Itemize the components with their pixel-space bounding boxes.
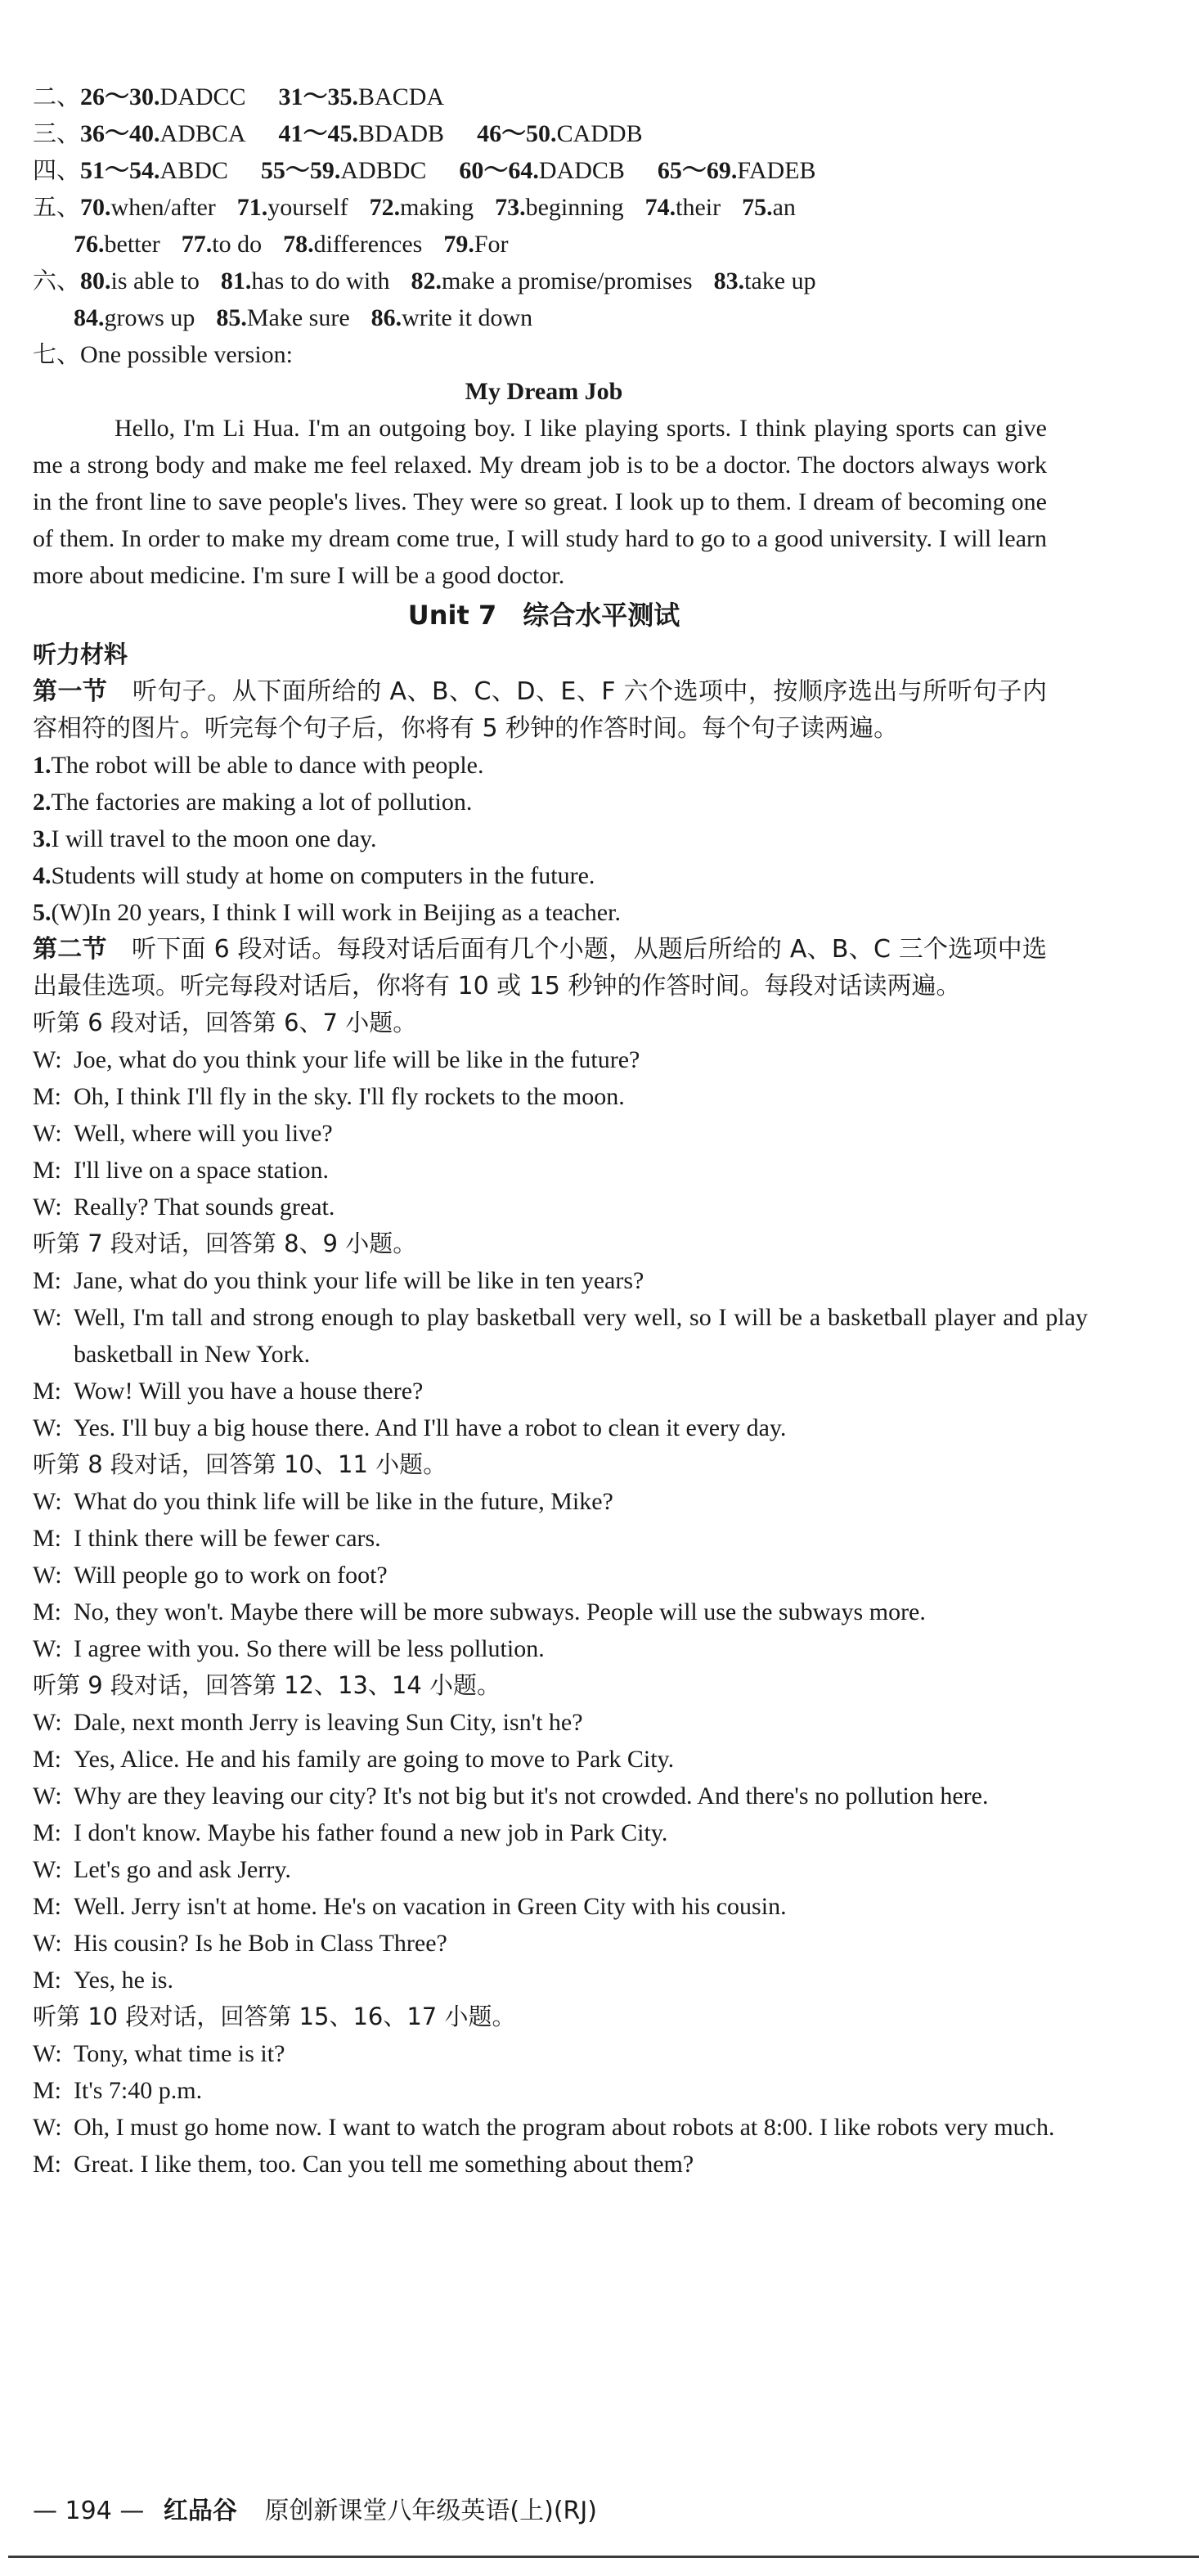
essay-body: Hello, I'm Li Hua. I'm an outgoing boy. I like playing sports. I think playing sports can give me a strong body and make me feel relaxed. My dream job is to be a doctor. The doctors always work in the front line to save people's lives. They were so great. I look up to them. I dream of becoming one of them. In order to make my dream come true, I will study hard to go to a good university. I will learn more about medicine. I'm sure I will be a good doctor.: [33, 415, 1047, 589]
separator: 、: [56, 119, 81, 147]
item-text: (W)In 20 years, I think I will work in Beijing as a teacher.: [51, 899, 621, 926]
page-content: [33, 79, 1088, 2183]
dialogue-text: Jane, what do you think your life will be like in ten years?: [74, 1267, 644, 1294]
answer-value: differences: [313, 231, 423, 258]
question-number: 85.: [216, 304, 247, 331]
dialogue-line: [33, 1630, 1088, 1667]
speaker-label: M:: [33, 1893, 62, 1920]
dialogue-text: Well. Jerry isn't at home. He's on vacation in Green City with his cousin.: [74, 1893, 787, 1920]
answer-value: Make sure: [246, 304, 350, 331]
dialogue-line: [33, 1152, 1088, 1189]
question-number: 83.: [713, 267, 745, 294]
dialogue-line: [33, 2035, 1088, 2072]
speaker-label: M:: [33, 1746, 62, 1773]
dialogue-text: It's 7:40 p.m.: [74, 2077, 203, 2104]
section-2-instructions: [33, 931, 1047, 1005]
dialogue-text: Will people go to work on foot?: [74, 1562, 388, 1589]
dialogue-text: What do you think life will be like in the future, Mike?: [74, 1488, 613, 1515]
dialogue-text: Yes, he is.: [74, 1967, 173, 1994]
section-number: 七: [33, 340, 57, 368]
dialogue-line: [33, 1409, 1088, 1446]
dialogue-line: [33, 1557, 1088, 1594]
answer-value: grows up: [104, 304, 195, 331]
answer-value: For: [474, 231, 509, 258]
publisher-brand: 红品谷: [163, 2497, 237, 2525]
dialogue-line: [33, 1778, 1088, 1814]
speaker-label: M:: [33, 1378, 62, 1405]
answer-line-6: [33, 263, 1055, 299]
dialogue-line: [33, 1925, 1088, 1962]
speaker-label: W:: [33, 1783, 62, 1809]
dialogue-text: Joe, what do you think your life will be like in the future?: [74, 1046, 640, 1073]
question-number: 72.: [369, 194, 401, 221]
item-text: The robot will be able to dance with people.: [51, 752, 484, 779]
dialogue-text: His cousin? Is he Bob in Class Three?: [74, 1930, 447, 1957]
dialogue-text: Dale, next month Jerry is leaving Sun City, isn't he?: [74, 1709, 583, 1736]
book-title: 原创新课堂八年级英语(上)(RJ): [264, 2497, 597, 2525]
question-number: 81.: [220, 267, 252, 294]
listening-heading: 听力材料: [33, 641, 128, 668]
dialogue-6: [33, 1005, 1055, 1225]
dialogue-line: [33, 1594, 1088, 1630]
answer-line-5: [33, 189, 1055, 226]
section-text: 听下面 6 段对话。每段对话后面有几个小题，从题后所给的 A、B、C 三个选项中选出最佳选项。听完每段对话后，你将有 10 或 15 秒钟的作答时间。每段对话读两遍。: [33, 935, 1048, 1000]
list-item: [33, 894, 1055, 931]
speaker-label: W:: [33, 1046, 62, 1073]
dialogue-text: Yes, Alice. He and his family are going to move to Park City.: [74, 1746, 675, 1773]
separator: 、: [56, 156, 81, 184]
dialogue-line: [33, 1851, 1088, 1888]
section-number: 六: [33, 267, 57, 294]
question-number: 79.: [443, 231, 474, 258]
dialogue-text: I'll live on a space station.: [74, 1157, 329, 1184]
list-item: [33, 747, 1055, 784]
question-range: 31～35.: [278, 83, 359, 110]
page-footer: [33, 2495, 597, 2528]
dialogue-line: [33, 1520, 1088, 1557]
dialogue-8: [33, 1446, 1055, 1667]
question-number: 75.: [742, 194, 773, 221]
question-number: 70.: [80, 194, 111, 221]
question-number: 77.: [181, 231, 213, 258]
item-text: I will travel to the moon one day.: [51, 825, 377, 852]
dialogue-7: [33, 1225, 1088, 1446]
dialogue-text: Yes. I'll buy a big house there. And I'll have a robot to clean it every day.: [74, 1414, 787, 1441]
question-number: 78.: [283, 231, 314, 258]
dialogue-line: [33, 1115, 1088, 1152]
item-text: The factories are making a lot of pollution.: [51, 789, 473, 816]
speaker-label: M:: [33, 2151, 62, 2178]
question-number: 73.: [495, 194, 526, 221]
dialogue-text: Let's go and ask Jerry.: [74, 1856, 291, 1883]
speaker-label: W:: [33, 1930, 62, 1957]
answer-value: CADDB: [556, 120, 643, 147]
dialogue-text: I agree with you. So there will be less pollution.: [74, 1635, 545, 1662]
dialogue-heading: 听第 7 段对话，回答第 8、9 小题。: [33, 1230, 417, 1257]
question-range: 36～40.: [80, 120, 160, 147]
answer-value: ADBDC: [340, 157, 427, 184]
dialogue-line: [33, 1704, 1088, 1741]
dialogue-text: Oh, I think I'll fly in the sky. I'll fly rockets to the moon.: [74, 1083, 625, 1110]
speaker-label: M:: [33, 2077, 62, 2104]
answer-value: ABDC: [159, 157, 228, 184]
question-number: 82.: [411, 267, 442, 294]
dialogue-text: Well, where will you live?: [74, 1120, 333, 1147]
speaker-label: W:: [33, 1562, 62, 1589]
speaker-label: M:: [33, 1267, 62, 1294]
speaker-label: W:: [33, 1120, 62, 1147]
dialogue-heading: 听第 9 段对话，回答第 12、13、14 小题。: [33, 1671, 501, 1699]
separator: 、: [56, 193, 81, 221]
dialogue-heading: 听第 10 段对话，回答第 15、16、17 小题。: [33, 2003, 516, 2030]
speaker-label: M:: [33, 1819, 62, 1846]
list-item: [33, 820, 1055, 857]
dialogue-10: [33, 1998, 1055, 2183]
dialogue-line: [33, 1373, 1088, 1409]
sentence-list: [33, 747, 1055, 931]
dialogue-line: [33, 1814, 1088, 1851]
answer-line-6-continued: [33, 299, 1055, 336]
speaker-label: M:: [33, 1598, 62, 1625]
dialogue-heading: 听第 6 段对话，回答第 6、7 小题。: [33, 1009, 417, 1036]
speaker-label: W:: [33, 1856, 62, 1883]
answer-value: write it down: [402, 304, 533, 331]
question-number: 80.: [80, 267, 111, 294]
item-text: Students will study at home on computers in the future.: [51, 862, 595, 889]
dialogue-9: [33, 1667, 1055, 1998]
answer-value: beginning: [525, 194, 624, 221]
dialogue-line: [33, 1299, 1088, 1373]
question-range: 26～30.: [80, 83, 160, 110]
dialogue-line: [33, 1041, 1088, 1078]
speaker-label: M:: [33, 1083, 62, 1110]
section-number: 五: [33, 193, 57, 221]
answer-value: an: [772, 194, 796, 221]
speaker-label: M:: [33, 1967, 62, 1994]
dialogue-text: Well, I'm tall and strong enough to play basketball very well, so I will be a basketball player and play basketball in New York.: [74, 1304, 1088, 1368]
dialogue-text: Great. I like them, too. Can you tell me something about them?: [74, 2151, 694, 2178]
answer-line-4: [33, 152, 1055, 189]
question-number: 71.: [236, 194, 268, 221]
section-number: 四: [33, 156, 57, 184]
dialogue-text: Tony, what time is it?: [74, 2040, 285, 2067]
dialogue-line: [33, 2109, 1088, 2146]
answer-value: has to do with: [251, 267, 390, 294]
list-item: [33, 784, 1055, 820]
question-number: 74.: [644, 194, 676, 221]
speaker-label: W:: [33, 1488, 62, 1515]
dialogue-text: Really? That sounds great.: [74, 1194, 335, 1221]
section-label: 第一节: [33, 677, 108, 706]
speaker-label: W:: [33, 1635, 62, 1662]
dialogue-text: Wow! Will you have a house there?: [74, 1378, 424, 1405]
item-number: 4.: [33, 862, 52, 889]
dialogue-line: [33, 1262, 1088, 1299]
answer-value: their: [676, 194, 721, 221]
dialogue-line: [33, 1888, 1088, 1925]
answer-value: is able to: [110, 267, 200, 294]
section-number: 三: [33, 119, 57, 147]
dialogue-line: [33, 2146, 1088, 2183]
answer-value: making: [400, 194, 474, 221]
question-number: 76.: [74, 231, 105, 258]
answer-value: yourself: [267, 194, 348, 221]
question-range: 60～64.: [459, 157, 539, 184]
answer-line-7: [33, 336, 1055, 373]
question-number: 86.: [370, 304, 402, 331]
page-number: — 194 —: [33, 2497, 145, 2525]
speaker-label: W:: [33, 1709, 62, 1736]
dialogue-line: [33, 2072, 1088, 2109]
dialogue-text: Oh, I must go home now. I want to watch the program about robots at 8:00. I like robots very much.: [74, 2114, 1055, 2141]
answer-value: DADCC: [159, 83, 246, 110]
speaker-label: W:: [33, 1304, 62, 1331]
question-range: 65～69.: [657, 157, 738, 184]
dialogue-line: [33, 1741, 1088, 1778]
item-number: 3.: [33, 825, 52, 852]
unit-title: Unit 7 综合水平测试: [407, 600, 680, 631]
section-text: 听句子。从下面所给的 A、B、C、D、E、F 六个选项中，按顺序选出与所听句子内容相符的图片。听完每个句子后，你将有 5 秒钟的作答时间。每个句子读两遍。: [33, 677, 1048, 743]
separator: 、: [56, 83, 81, 110]
separator: 、: [56, 340, 81, 368]
separator: 、: [56, 267, 81, 294]
question-number: 84.: [74, 304, 105, 331]
question-range: 55～59.: [260, 157, 341, 184]
item-number: 2.: [33, 789, 52, 816]
answer-value: ADBCA: [159, 120, 246, 147]
section-1-instructions: [33, 673, 1047, 747]
item-number: 1.: [33, 752, 52, 779]
speaker-label: W:: [33, 1414, 62, 1441]
essay-title: My Dream Job: [465, 378, 623, 405]
answer-value: take up: [744, 267, 816, 294]
answer-value: DADCB: [538, 157, 625, 184]
answer-value: One possible version:: [80, 341, 293, 368]
question-range: 41～45.: [278, 120, 359, 147]
list-item: [33, 857, 1055, 894]
speaker-label: M:: [33, 1157, 62, 1184]
answer-value: better: [104, 231, 160, 258]
answer-value: make a promise/promises: [442, 267, 693, 294]
dialogue-text: Why are they leaving our city? It's not big but it's not crowded. And there's no pollution here.: [74, 1783, 989, 1809]
speaker-label: M:: [33, 1525, 62, 1552]
dialogue-text: No, they won't. Maybe there will be more subways. People will use the subways more.: [74, 1598, 926, 1625]
answer-value: to do: [212, 231, 263, 258]
dialogue-heading: 听第 8 段对话，回答第 10、11 小题。: [33, 1450, 447, 1478]
dialogue-text: I think there will be fewer cars.: [74, 1525, 381, 1552]
answer-value: BACDA: [358, 83, 445, 110]
section-number: 二: [33, 83, 57, 110]
answer-line-5-continued: [33, 226, 1055, 263]
answer-value: when/after: [110, 194, 216, 221]
speaker-label: W:: [33, 2114, 62, 2141]
answer-line-2: [33, 79, 1055, 115]
dialogue-line: [33, 1189, 1088, 1225]
dialogue-line: [33, 1962, 1088, 1998]
dialogue-text: I don't know. Maybe his father found a new job in Park City.: [74, 1819, 668, 1846]
footer-divider: [8, 2556, 1199, 2558]
answer-value: BDADB: [358, 120, 445, 147]
question-range: 51～54.: [80, 157, 160, 184]
dialogue-line: [33, 1078, 1088, 1115]
dialogue-line: [33, 1483, 1088, 1520]
section-label: 第二节: [33, 935, 107, 964]
item-number: 5.: [33, 899, 52, 926]
question-range: 46～50.: [477, 120, 557, 147]
speaker-label: W:: [33, 1194, 62, 1221]
answer-line-3: [33, 115, 1055, 152]
answer-value: FADEB: [737, 157, 816, 184]
speaker-label: W:: [33, 2040, 62, 2067]
